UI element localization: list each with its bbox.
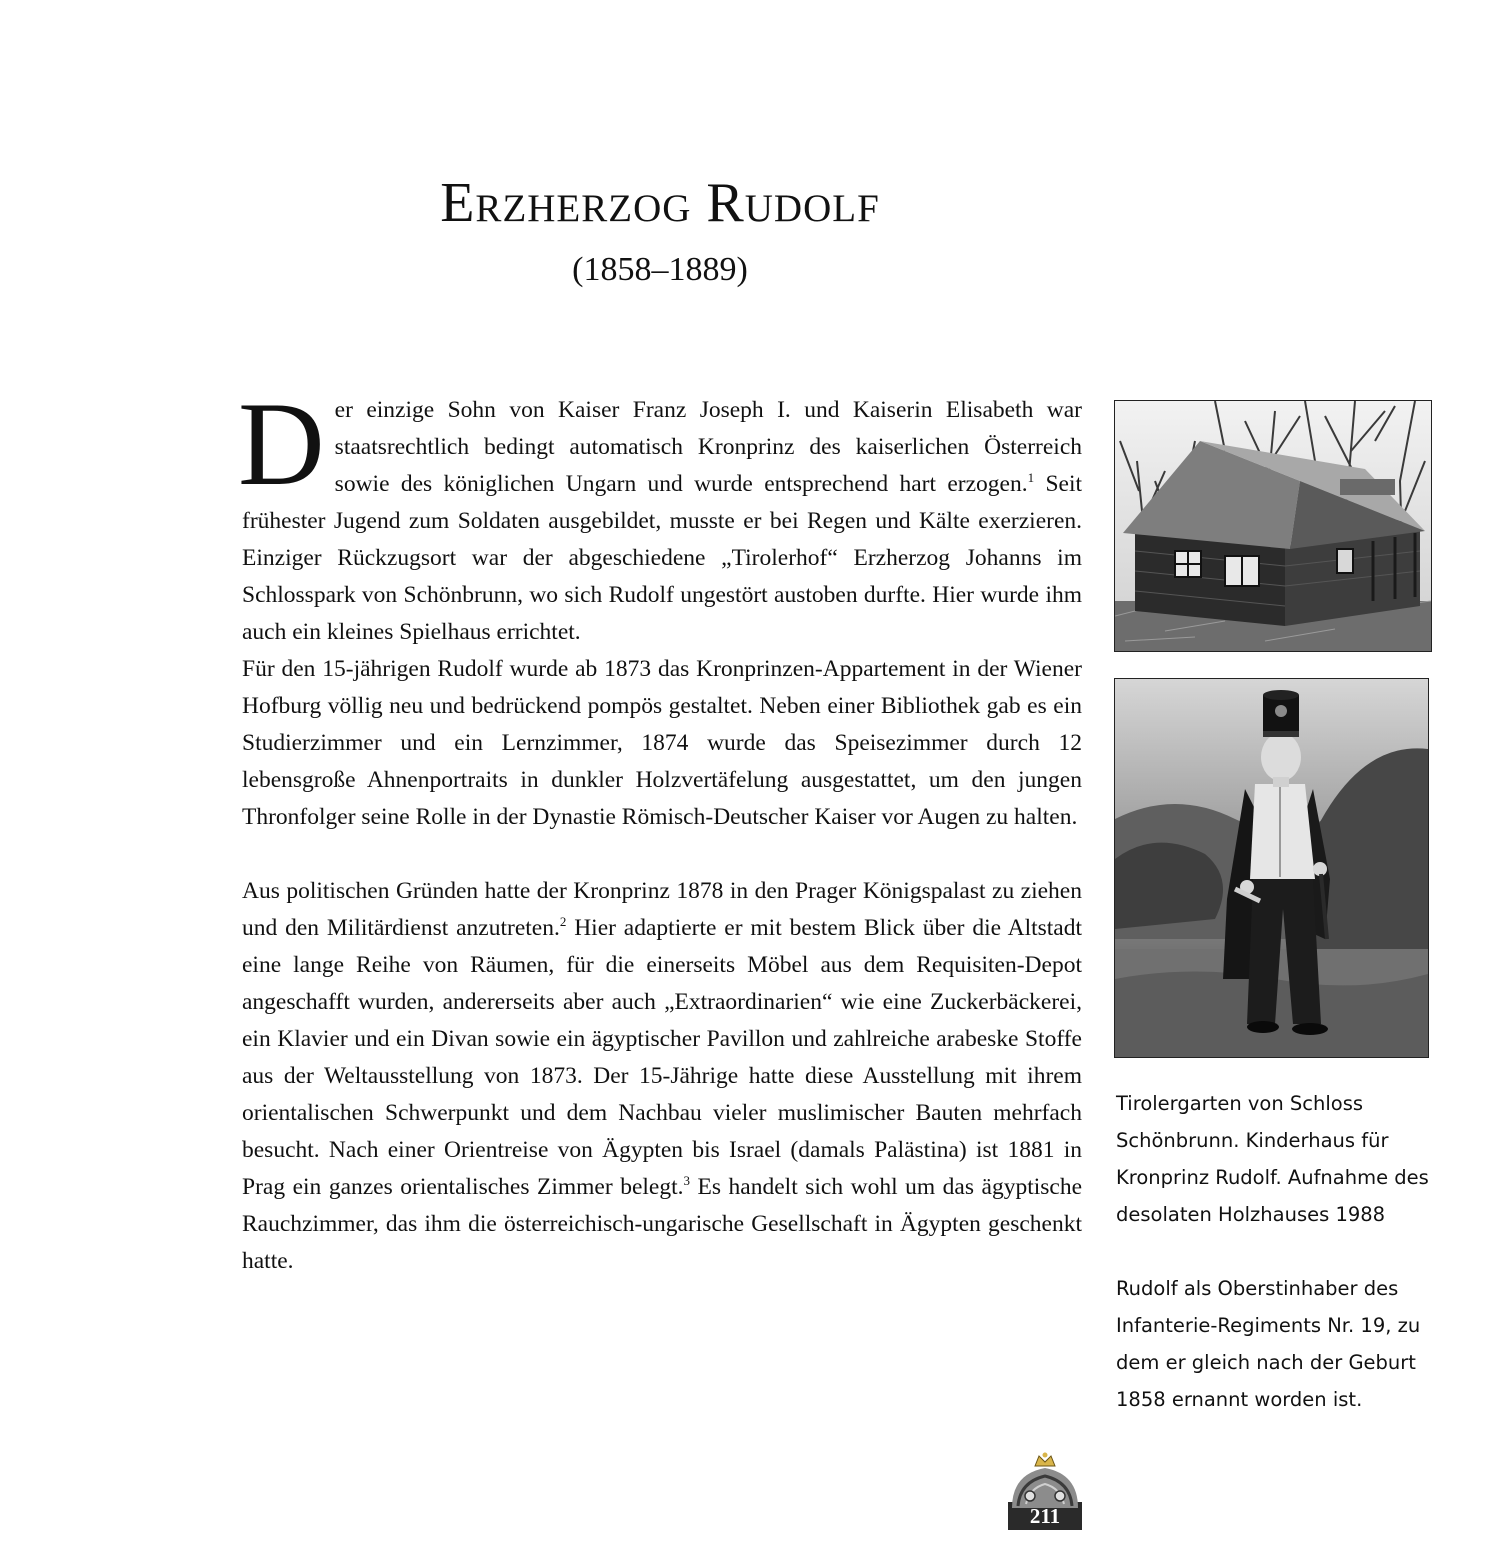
caption-playhouse: Tirolergarten von Schloss Schönbrunn. Kinderhaus für Kronprinz Rudolf. Aufnahme des desolaten Holzhauses 1988 (1116, 1092, 1429, 1226)
paragraph-3-text-b: Hier adaptierte er mit bestem Blick über die Altstadt eine lange Reihe von Räumen, für die einerseits Möbel aus dem Requisiten-Depot angeschafft wurden, andererseits aber auch „Extraordinarien“ wie eine Zuckerbäckerei, ein Klavier und ein Divan sowie ein ägyptischer Pavillon und zahlreiche arabeske Stoffe aus der Weltausstellung von 1873. Der 15-Jährige hatte diese Ausstellung mit ihrem orientalischen Schwerpunkt und dem Nachbau vieler muslimischer Bauten mehrfach besucht. Nach einer Orientreise von Ägypten bis Israel (damals Palästina) ist 1881 in Prag ein ganzes orientalisches Zimmer belegt. (242, 915, 1083, 1200)
page-title: Erzherzog Rudolf (440, 172, 880, 234)
drop-cap: D (238, 377, 325, 510)
page-number: 211 (1029, 1504, 1061, 1528)
paragraph-1-text: er einzige Sohn von Kaiser Franz Joseph I. und Kaiserin Elisabeth war staatsrechtlich bedingt automatisch Kronprinz des kaiserlichen Österreich sowie des königlichen Ungarn und wurde entsprechend hart erzogen. (334, 397, 1082, 497)
portrait-illustration (1115, 679, 1428, 1057)
body-text (238, 377, 1083, 1280)
caption-portrait: Rudolf als Oberstinhaber des Infanterie-Regiments Nr. 19, zu dem er gleich nach der Geburt 1858 ernannt worden ist. (1116, 1277, 1421, 1411)
paragraph-1 (238, 377, 1082, 651)
paragraph-2: Für den 15-jährigen Rudolf wurde ab 1873 das Kronprinzen-Appartement in der Wiener Hofburg völlig neu und bedrückend pompös gestaltet. Neben einer Bibliothek gab es ein Studierzimmer und ein Lernzimmer, 1874 wurde das Speisezimmer durch 12 lebensgroße Ahnenportraits in dunkler Holzvertäfelung ausgestattet, um den jungen Thronfolger seine Rolle in der Dynastie Römisch-Deutscher Kaiser vor Augen zu halten. (242, 656, 1082, 830)
paragraph-1-continued: Seit frühester Jugend zum Soldaten ausgebildet, musste er bei Regen und Kälte exerzieren. Einziger Rückzugsort war der abgeschiedene „Tirolerhof“ Erzherzog Johanns im Schlosspark von Schönbrunn, wo sich Rudolf ungestört austoben durfte. Hier wurde ihm auch ein kleines Spielhaus errichtet. (242, 471, 1082, 645)
paragraph-3-text-c: Es handelt sich wohl um das ägyptische Rauchzimmer, das ihm die österreichisch-ungarische Gesellschaft in Ägypten geschenkt hatte. (242, 1174, 1083, 1274)
footnote-ref-2: 2 (559, 914, 567, 929)
photo-wooden-playhouse (1114, 400, 1432, 652)
page-subtitle: (1858–1889) (572, 251, 748, 288)
footnote-ref-1: 1 (1027, 470, 1035, 485)
playhouse-illustration (1115, 401, 1431, 651)
paragraph-3 (242, 873, 1082, 1280)
paragraph-3-text-a: Aus politischen Gründen hatte der Kronprinz 1878 in den Prager Königspalast zu ziehen und den Militärdienst anzutreten. (242, 878, 1082, 941)
photo-rudolf-portrait (1114, 678, 1429, 1058)
footnote-ref-3: 3 (683, 1173, 691, 1188)
